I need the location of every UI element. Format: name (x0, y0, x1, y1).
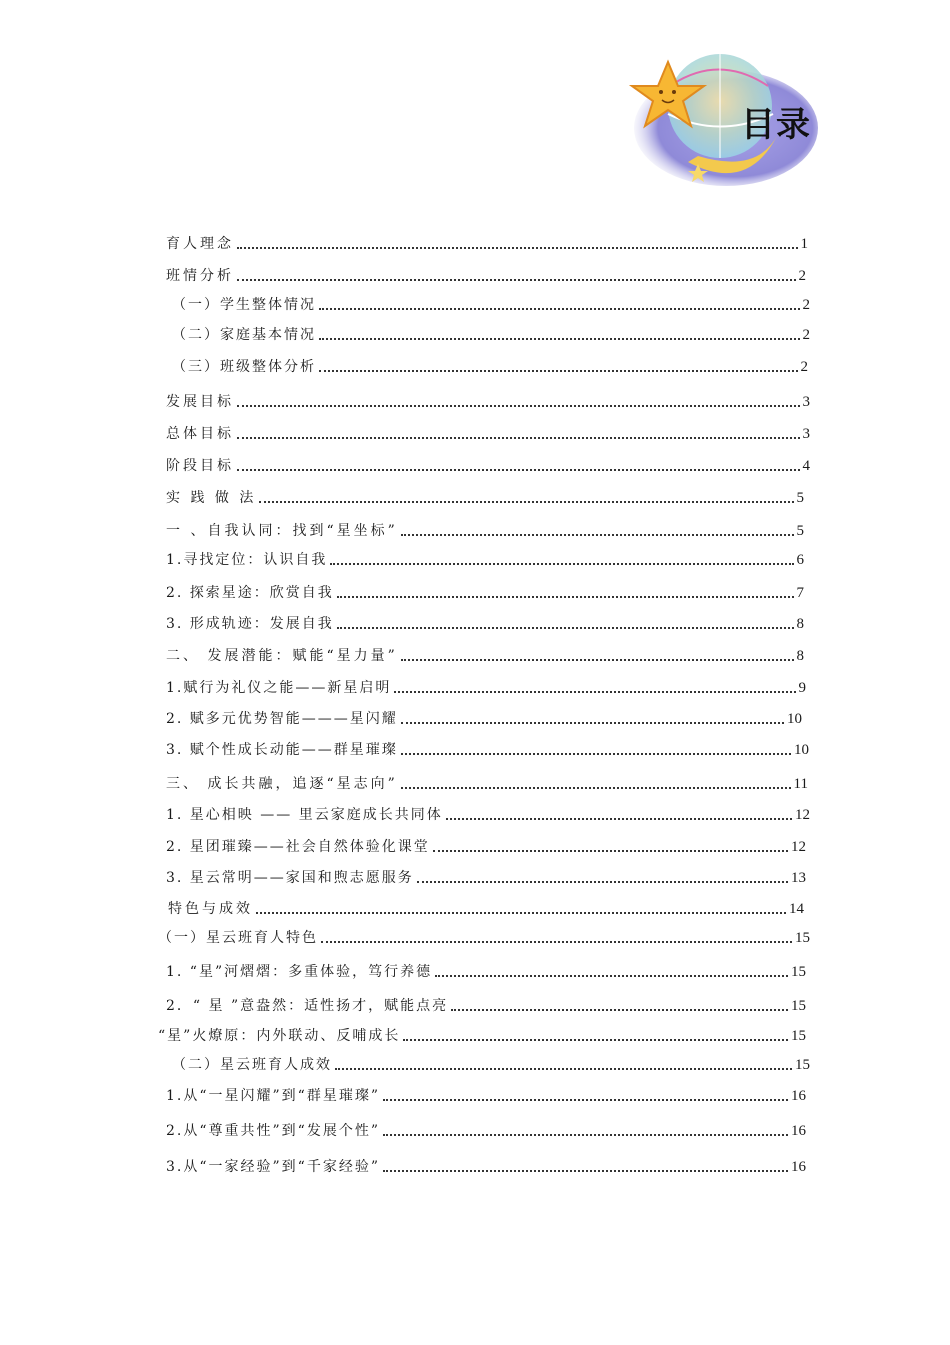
toc-entry-page: 11 (793, 776, 808, 792)
toc-entry-title: 发展目标 (166, 394, 234, 410)
toc-leader-dots (335, 1056, 792, 1070)
toc-entry-title: 1.寻找定位：认识自我 (166, 552, 328, 568)
toc-leader-dots (417, 869, 788, 883)
toc-entry-page: 1 (800, 236, 808, 252)
toc-leader-dots (237, 425, 800, 439)
toc-entry-title: （二）家庭基本情况 (172, 327, 316, 343)
toc-entry[interactable] (166, 869, 806, 887)
toc-leader-dots (401, 522, 794, 536)
toc-entry-title: 育人理念 (166, 236, 234, 252)
toc-leader-dots (451, 997, 788, 1011)
toc-leader-dots (237, 457, 800, 471)
toc-entry-page: 5 (796, 523, 804, 539)
toc-leader-dots (403, 1027, 788, 1041)
toc-leader-dots (401, 775, 791, 789)
toc-entry-title: 阶段目标 (166, 458, 234, 474)
toc-entry-page: 4 (802, 458, 810, 474)
toc-entry-page: 15 (795, 930, 810, 946)
toc-entry[interactable] (166, 267, 806, 285)
toc-entry-title: 2. 星团璀臻——社会自然体验化课堂 (166, 839, 430, 855)
toc-entry-page: 16 (791, 1159, 806, 1175)
toc-entry-page: 2 (802, 327, 810, 343)
toc-logo (628, 44, 818, 190)
toc-entry[interactable] (166, 522, 804, 540)
toc-leader-dots (383, 1087, 788, 1101)
toc-entry[interactable] (166, 425, 810, 443)
toc-entry-title: 3. 赋个性成长动能——群星璀璨 (166, 742, 398, 758)
toc-entry[interactable] (166, 963, 806, 981)
toc-entry[interactable] (166, 584, 804, 602)
toc-leader-dots (394, 679, 795, 693)
toc-entry-page: 2 (798, 268, 806, 284)
toc-leader-dots (321, 929, 792, 943)
toc-leader-dots (337, 615, 794, 629)
toc-entry[interactable] (166, 393, 810, 411)
toc-entry-page: 16 (791, 1088, 806, 1104)
toc-entry-title: 3. 星云常明——家国和煦志愿服务 (166, 870, 414, 886)
toc-entry-title: （一）学生整体情况 (172, 297, 316, 313)
toc-entry[interactable] (166, 615, 804, 633)
toc-entry-title: 1. 星心相映 —— 里云家庭成长共同体 (166, 807, 443, 823)
toc-entry-page: 10 (794, 742, 809, 758)
toc-entry[interactable] (172, 296, 810, 314)
toc-entry-page: 8 (796, 616, 804, 632)
toc-entry-title: 1. “星”河熠熠：多重体验，笃行养德 (166, 964, 433, 980)
toc-leader-dots (330, 551, 793, 565)
toc-entry-title: 1.从“一星闪耀”到“群星璀璨” (166, 1088, 380, 1104)
toc-entry[interactable] (166, 457, 810, 475)
toc-leader-dots (401, 710, 784, 724)
toc-entry-title: 实 践 做 法 (166, 490, 257, 506)
toc-entry[interactable] (172, 358, 808, 376)
toc-heading: 目录 (741, 105, 811, 145)
toc-entry-title: 二、 发展潜能：赋能“星力量” (166, 648, 398, 664)
toc-leader-dots (433, 838, 788, 852)
toc-entry[interactable] (166, 235, 808, 253)
toc-entry-page: 14 (789, 901, 804, 917)
toc-entry-page: 16 (791, 1123, 806, 1139)
toc-entry-page: 9 (798, 680, 806, 696)
toc-leader-dots (446, 806, 792, 820)
toc-leader-dots (237, 235, 798, 249)
toc-entry[interactable] (166, 1122, 806, 1140)
toc-entry[interactable] (166, 806, 810, 824)
toc-leader-dots (319, 296, 800, 310)
toc-entry-page: 15 (791, 1028, 806, 1044)
toc-entry-page: 2 (802, 297, 810, 313)
toc-entry-title: 特色与成效 (168, 901, 253, 917)
toc-entry-title: 3. 形成轨迹：发展自我 (166, 616, 334, 632)
toc-entry-page: 7 (796, 585, 804, 601)
toc-entry-page: 15 (791, 998, 806, 1014)
toc-entry[interactable] (166, 489, 804, 507)
toc-entry-page: 15 (791, 964, 806, 980)
toc-entry-page: 10 (787, 711, 802, 727)
toc-entry-title: 1.赋行为礼仪之能——新星启明 (166, 680, 392, 696)
toc-entry[interactable] (168, 900, 804, 918)
toc-leader-dots (383, 1158, 788, 1172)
toc-entry-title: 一 、自我认同：找到“星坐标” (166, 523, 398, 539)
toc-entry-title: 3.从“一家经验”到“千家经验” (166, 1159, 380, 1175)
toc-entry-title: “星”火燎原：内外联动、反哺成长 (158, 1028, 401, 1044)
toc-entry[interactable] (166, 741, 809, 759)
toc-entry-title: （三）班级整体分析 (172, 359, 316, 375)
toc-entry[interactable] (166, 997, 806, 1015)
toc-leader-dots (237, 393, 800, 407)
toc-entry-page: 6 (796, 552, 804, 568)
toc-entry-page: 8 (796, 648, 804, 664)
toc-entry-title: 2. 探索星途：欣赏自我 (166, 585, 334, 601)
toc-entry-page: 5 (796, 490, 804, 506)
toc-entry-page: 2 (800, 359, 808, 375)
toc-entry-title: （一）星云班育人特色 (158, 930, 318, 946)
toc-entry[interactable] (166, 551, 804, 569)
toc-entry-page: 12 (791, 839, 806, 855)
toc-leader-dots (435, 963, 788, 977)
toc-entry-title: 2.从“尊重共性”到“发展个性” (166, 1123, 380, 1139)
toc-entry-page: 13 (791, 870, 806, 886)
toc-entry-page: 12 (795, 807, 810, 823)
toc-entry-title: （二）星云班育人成效 (172, 1057, 332, 1073)
toc-leader-dots (337, 584, 794, 598)
toc-leader-dots (401, 741, 791, 755)
toc-entry-page: 3 (802, 394, 810, 410)
toc-entry-title: 总体目标 (166, 426, 234, 442)
toc-entry[interactable] (172, 326, 810, 344)
toc-entry[interactable] (158, 1027, 806, 1045)
toc-leader-dots (383, 1122, 788, 1136)
toc-entry-title: 三、 成长共融，追逐“星志向” (166, 776, 398, 792)
toc-entry-title: 班情分析 (166, 268, 234, 284)
toc-entry[interactable] (166, 710, 802, 728)
toc-entry[interactable] (166, 679, 806, 697)
toc-entry[interactable] (166, 1158, 806, 1176)
toc-entry[interactable] (166, 647, 804, 665)
toc-entry-title: 2. 赋多元优势智能———星闪耀 (166, 711, 398, 727)
toc-entry[interactable] (166, 1087, 806, 1105)
toc-entry-title: 2．“ 星 ”意盎然：适性扬才，赋能点亮 (166, 998, 449, 1014)
toc-leader-dots (319, 358, 798, 372)
toc-entry[interactable] (172, 1056, 810, 1074)
toc-leader-dots (256, 900, 786, 914)
toc-entry[interactable] (158, 929, 810, 947)
toc-entry-page: 15 (795, 1057, 810, 1073)
toc-leader-dots (401, 647, 794, 661)
toc-leader-dots (319, 326, 800, 340)
toc-entry-page: 3 (802, 426, 810, 442)
toc-leader-dots (259, 489, 793, 503)
toc-entry[interactable] (166, 838, 806, 856)
toc-leader-dots (237, 267, 796, 281)
toc-entry[interactable] (166, 775, 808, 793)
